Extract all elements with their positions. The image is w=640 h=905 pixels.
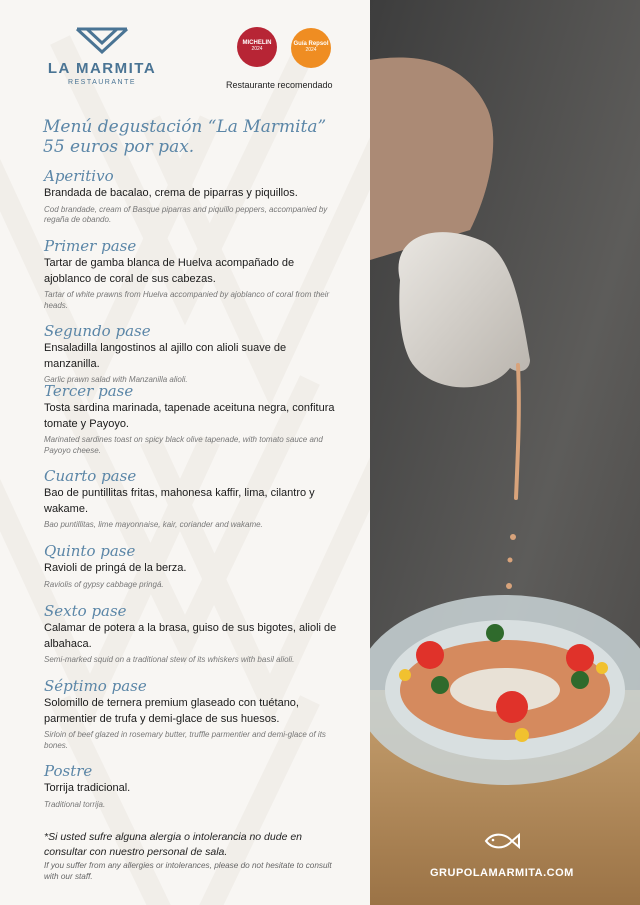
course-description-en: Cod brandade, cream of Basque piparras and piquillo peppers, accompanied by regaña de obando. — [44, 204, 328, 225]
course-septimo-pase — [44, 678, 344, 751]
brand-subtitle: RESTAURANTE — [67, 79, 137, 86]
allergy-notice-es: *Si usted sufre alguna alergia o intolerancia no dude en consultar con nuestro personal de sala. — [44, 831, 303, 858]
course-segundo-pase — [44, 323, 344, 386]
course-name: Segundo pase — [44, 322, 151, 340]
menu-title — [43, 117, 326, 157]
course-description-es: Tartar de gamba blanca de Huelva acompañado de ajoblanco de coral de sus cabezas. — [44, 257, 295, 285]
course-description-es: Ensaladilla langostinos al ajillo con alioli suave de manzanilla. — [44, 342, 287, 370]
course-name: Sexto pase — [44, 602, 127, 620]
course-name: Primer pase — [44, 237, 137, 255]
course-description-en: Traditional torrija. — [44, 799, 106, 809]
michelin-badge-year: 2024 — [251, 45, 263, 52]
repsol-badge-title: Guía Repsol — [293, 41, 329, 47]
brand-name: LA MARMITA — [47, 60, 157, 77]
repsol-badge-year: 2024 — [305, 46, 317, 53]
website-link[interactable]: GRUPOLAMARMITA.COM — [430, 867, 574, 879]
course-cuarto-pase — [44, 468, 344, 531]
course-primer-pase — [44, 238, 344, 311]
course-name: Postre — [44, 762, 93, 780]
repsol-badge — [291, 28, 331, 68]
restaurant-logo — [40, 26, 164, 86]
course-description-es: Ravioli de pringá de la berza. — [44, 562, 187, 574]
course-description-es: Brandada de bacalao, crema de piparras y piquillos. — [44, 187, 298, 199]
course-description-en: Garlic prawn salad with Manzanilla alioli. — [44, 375, 188, 384]
course-name: Aperitivo — [44, 167, 114, 185]
course-tercer-pase — [44, 383, 344, 456]
course-description-en: Marinated sardines toast on spicy black olive tapenade, with tomato sauce and Payoyo cheese. — [44, 435, 323, 455]
course-description-es: Calamar de potera a la brasa, guiso de sus bigotes, alioli de albahaca. — [44, 622, 337, 650]
dish-photo — [370, 0, 640, 905]
michelin-badge — [237, 27, 277, 67]
menu-title-line-1: Menú degustación “La Marmita” — [43, 117, 327, 137]
course-name: Quinto pase — [44, 542, 136, 560]
menu-title-line-2: 55 euros por pax. — [43, 137, 195, 157]
course-name: Tercer pase — [44, 382, 134, 400]
course-description-es: Tosta sardina marinada, tapenade aceituna negra, confitura tomate y Payoyo. — [44, 402, 335, 430]
allergy-notice-en: If you suffer from any allergies or intolerances, please do not hesitate to consult with our staff. — [44, 861, 332, 881]
course-description-en: Raviolis of gypsy cabbage pringá. — [44, 579, 164, 589]
course-description-en: Semi-marked squid on a traditional stew of its whiskers with basil alioli. — [44, 655, 295, 664]
recommended-caption: Restaurante recomendado — [226, 80, 333, 90]
course-name: Séptimo pase — [44, 677, 147, 695]
marmita-logo-icon — [73, 26, 131, 54]
course-description-es: Torrija tradicional. — [44, 782, 131, 794]
fish-icon — [484, 831, 520, 851]
course-description-en: Tartar of white prawns from Huelva accompanied by ajoblanco of coral from their heads. — [44, 290, 330, 310]
course-name: Cuarto pase — [44, 467, 137, 485]
course-description-es: Bao de puntillitas fritas, mahonesa kaffir, lima, cilantro y wakame. — [44, 487, 315, 515]
course-postre — [44, 763, 344, 810]
course-quinto-pase — [44, 543, 344, 590]
course-description-es: Solomillo de ternera premium glaseado con tuétano, parmentier de trufa y demi-glace de sus huesos. — [44, 697, 299, 725]
dish-photo-panel — [370, 0, 640, 905]
course-aperitivo — [44, 168, 344, 226]
course-description-en: Bao puntillitas, lime mayonnaise, kair, coriander and wakame. — [44, 520, 263, 529]
course-sexto-pase — [44, 603, 344, 666]
course-description-en: Sirloin of beef glazed in rosemary butter, truffle parmentier and demi-glace of its bones. — [44, 730, 326, 750]
michelin-badge-title: MICHELIN — [242, 40, 272, 46]
